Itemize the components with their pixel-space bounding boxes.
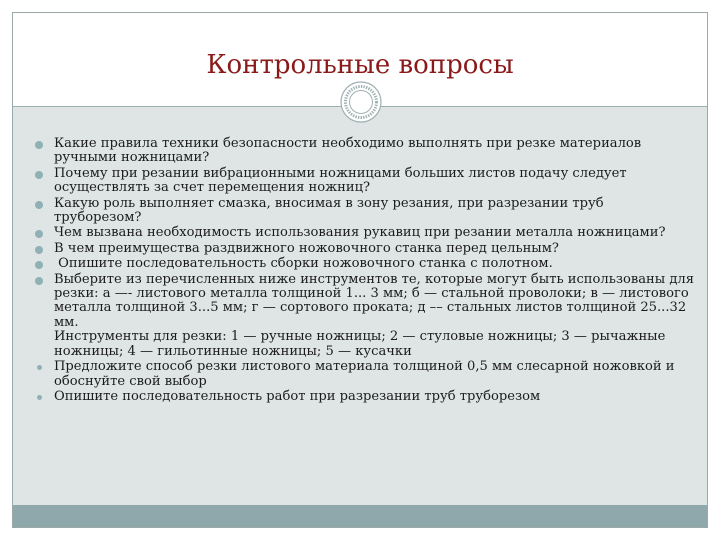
list-item [35, 167, 695, 196]
bullet-icon [35, 261, 43, 269]
question-text: Опишите последовательность сборки ножовочного станка с полотном. [54, 256, 553, 272]
question-text: Предложите способ резки листового материала толщиной 0,5 мм слесарной ножовкой и обоснуйте свой выбор [54, 359, 675, 389]
list-item [35, 242, 695, 256]
bullet-icon [35, 171, 43, 179]
question-text: Выберите из перечисленных ниже инструментов те, которые могут быть использованы для резки: а —- листового металла толщиной 1... 3 мм; б — стальной проволоки; в — листового металла толщиной 3...5 мм; г — сортового проката; д –– стальных листов толщиной 25...32 мм. [54, 271, 695, 330]
question-continuation: Инструменты для резки: 1 — ручные ножницы; 2 — стуловые ножницы; 3 — рычажные ножницы; 4 — гильотинные ножницы; 5 — кусачки [54, 329, 666, 359]
question-list [35, 137, 695, 405]
bullet-icon [37, 395, 42, 400]
list-item [35, 360, 695, 389]
circle-ornament-icon [340, 81, 382, 123]
bullet-icon [35, 230, 43, 238]
bullet-icon [35, 277, 43, 285]
list-item [35, 197, 695, 226]
list-item [35, 273, 695, 359]
slide-title: Контрольные вопросы [206, 50, 514, 80]
question-text: Какие правила техники безопасности необходимо выполнять при резке материалов ручными ножницами? [54, 136, 642, 166]
list-item [35, 257, 695, 271]
bullet-icon [35, 201, 43, 209]
list-item [35, 226, 695, 240]
question-text: Опишите последовательность работ при разрезании труб труборезом [54, 388, 541, 404]
bullet-icon [35, 141, 43, 149]
bullet-icon [35, 246, 43, 254]
list-item [35, 390, 695, 404]
question-text: Какую роль выполняет смазка, вносимая в зону резания, при разрезании труб труборезом? [54, 195, 604, 226]
bullet-icon [37, 365, 42, 370]
footer-bar [13, 505, 707, 527]
question-text: Чем вызвана необходимость использования рукавиц при резании металла ножницами? [54, 225, 666, 241]
question-text: Почему при резании вибрационными ножницами больших листов подачу следует осуществлять за счет перемещения ножниц? [54, 165, 627, 196]
list-item [35, 137, 695, 166]
content-area [13, 107, 707, 507]
slide-frame [12, 12, 708, 528]
question-text: В чем преимущества раздвижного ножовочного станка перед цельным? [54, 240, 559, 256]
